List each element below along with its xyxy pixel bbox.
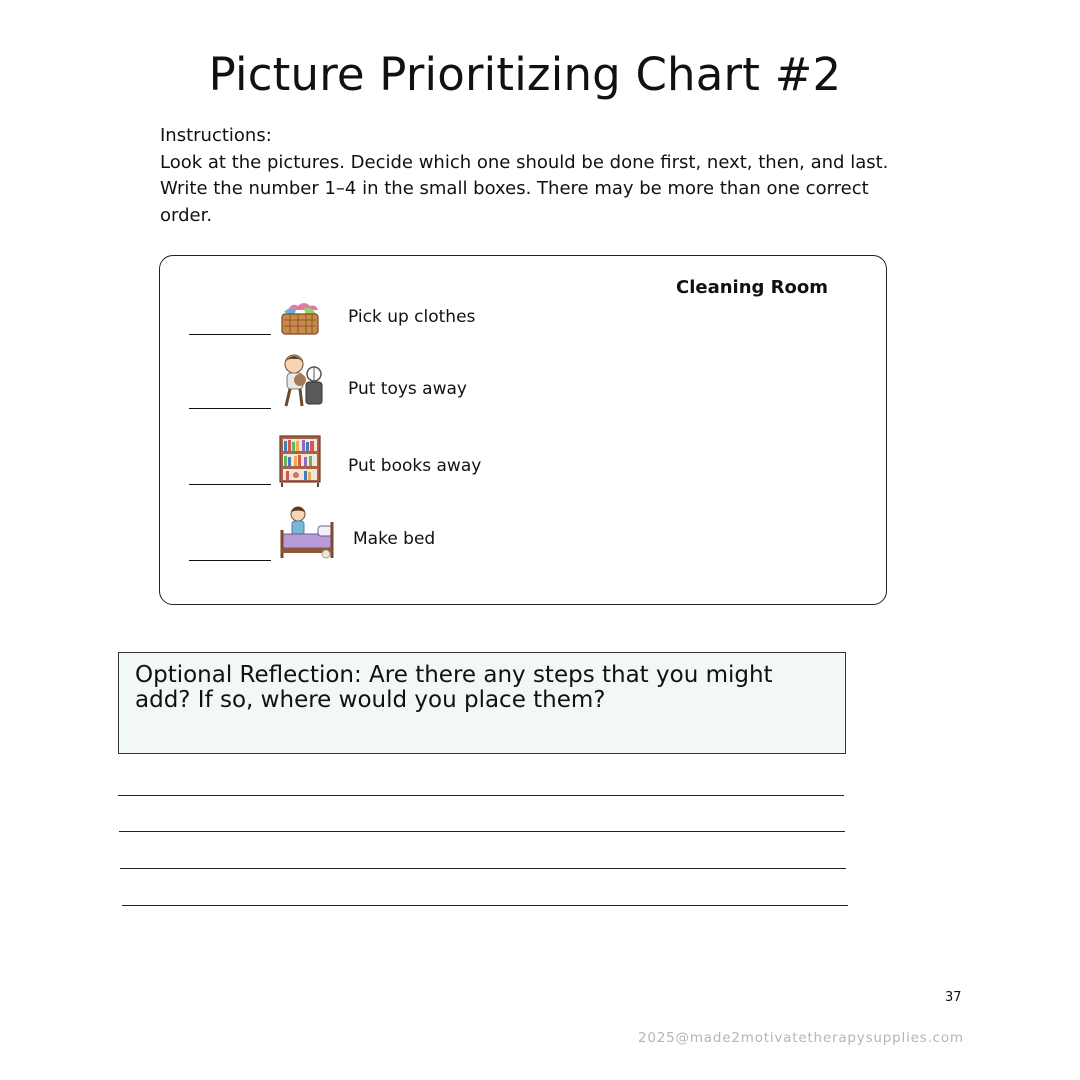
instructions-heading: Instructions: [160,125,272,146]
bookshelf-icon [278,434,322,488]
task-row [160,432,880,492]
laundry-basket-icon [278,300,322,336]
answer-line[interactable] [119,831,845,832]
chart-title: Cleaning Room [676,277,829,298]
task-label: Make bed [353,529,436,549]
answer-line[interactable] [122,905,848,906]
page-title: Picture Prioritizing Chart #2 [208,48,842,101]
footer-copyright: 2025@made2motivatetherapysupplies.com [638,1030,964,1046]
order-number-blank[interactable] [189,484,271,485]
instructions-body: Look at the pictures. Decide which one should be done first, next, then, and last. Write the number 1–4 in the small boxes. There may be more than one correct order. [160,151,889,226]
task-label: Put toys away [348,379,467,399]
instructions [160,123,900,229]
task-row [160,296,880,356]
order-number-blank[interactable] [189,334,271,335]
order-number-blank[interactable] [189,560,271,561]
answer-line[interactable] [120,868,846,869]
task-row [160,352,880,412]
task-label: Put books away [348,456,482,476]
reflection-prompt: Optional Reflection: Are there any steps that you might add? If so, where would you place them? [135,662,773,713]
order-number-blank[interactable] [189,408,271,409]
reflection-box [118,652,846,754]
task-row [160,504,880,564]
answer-line[interactable] [118,795,844,796]
child-carrying-toys-icon [278,352,326,410]
page-number: 37 [945,990,962,1005]
task-label: Pick up clothes [348,307,476,327]
child-making-bed-icon [278,504,336,562]
prioritizing-chart [159,255,887,605]
